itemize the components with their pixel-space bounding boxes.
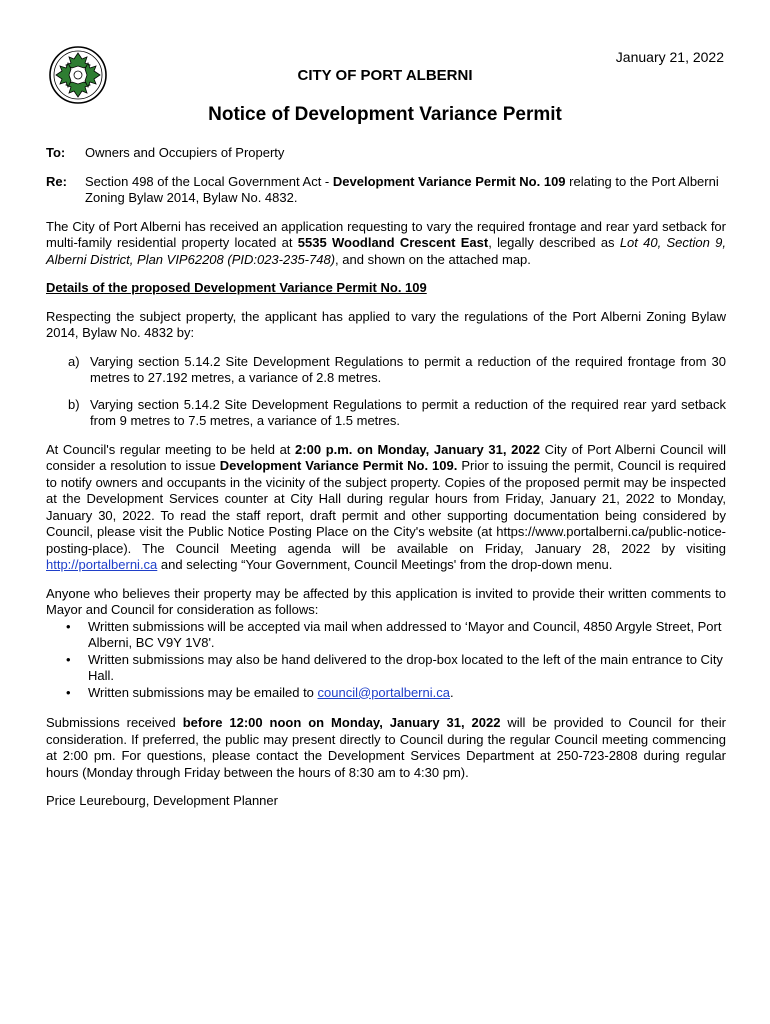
submission-list (46, 619, 726, 702)
bullet-icon: • (66, 651, 71, 667)
submissions-intro: Anyone who believes their property may be affected by this application is invited to provide their written comments to Mayor and Council for consideration as follows: (46, 585, 726, 617)
meeting-text-2: City of Port Alberni Council will consider a resolution to issue (46, 441, 726, 473)
notice-body (46, 145, 726, 810)
meeting-text-3: Prior to issuing the permit, Council is required to notify owners and occupants in the vicinity of the subject property. Copies of the proposed permit may be inspected at the Development Services counter at City Hall during regular hours from Friday, January 21, 2022 to Monday, January 30, 2022. To read the staff report, draft permit and other supporting documentation being considered by Council, please visit the Public Notice Posting Place on the City's website (at https://www.portalberni.ca/public-notice-posting-place). The Council Meeting agenda will be available on Friday, January 28, 2022 by visiting (46, 458, 726, 556)
meeting-text-4: and selecting “Your Government, Council Meetings' from the drop-down menu. (157, 557, 613, 572)
re-line (46, 174, 726, 207)
to-label: To: (46, 145, 66, 160)
variance-list (46, 354, 726, 430)
details-heading: Details of the proposed Development Variance Permit No. 109 (46, 280, 427, 295)
portalberni-link[interactable]: http://portalberni.ca (46, 557, 158, 572)
re-text (85, 174, 726, 207)
notice-date: January 21, 2022 (615, 49, 724, 65)
council-email-link[interactable]: council@portalberni.ca (317, 684, 450, 700)
closing-paragraph (46, 715, 726, 781)
page-title: Notice of Development Variance Permit (208, 104, 562, 125)
meeting-permit: Development Variance Permit No. 109. (219, 458, 458, 473)
variance-marker: b) (68, 396, 80, 412)
bullet-icon: • (66, 684, 71, 700)
bullet-icon: • (66, 618, 71, 634)
re-label: Re: (46, 173, 67, 189)
variance-marker: a) (68, 353, 80, 369)
submission-text: Written submissions may also be hand delivered to the drop-box located to the left of the main entrance to City Hall. (88, 651, 723, 683)
intro-text-3: , and shown on the attached map. (335, 251, 531, 267)
submission-item (46, 652, 726, 685)
submission-text: Written submissions will be accepted via mail when addressed to ‘Mayor and Council, 4850 Argyle Street, Port Alberni, BC V9Y 1V8'. (88, 618, 722, 650)
variance-text: Varying section 5.14.2 Site Development Regulations to permit a reduction of the required rear yard setback from 9 metres to 7.5 metres, a variance of 1.5 metres. (90, 396, 726, 428)
re-permit: Development Variance Permit No. 109 (332, 173, 566, 189)
submission-deadline: before 12:00 noon on Monday, January 31, 2022 (182, 715, 501, 730)
re-post: relating to the Port Alberni Zoning Bylaw 2014, Bylaw No. 4832. (85, 173, 719, 205)
submission-item (46, 619, 726, 652)
property-address: 5535 Woodland Crescent East (297, 235, 489, 250)
re-pre: Section 498 of the Local Government Act - (85, 173, 333, 189)
meeting-text-1: At Council's regular meeting to be held at (46, 441, 296, 457)
variance-item-a (46, 354, 726, 387)
to-line (46, 145, 726, 162)
closing-text-2: will be provided to Council for their consideration. If preferred, the public may present directly to Council during the regular Council meeting commencing at 2:00 pm. For questions, please contact the Development Services Department at 250-723-2808 during regular hours (Monday through Friday between the hours of 8:30 am to 4:30 pm). (46, 715, 726, 780)
submission-item (46, 685, 726, 702)
intro-text-1: The City of Port Alberni has received an application requesting to vary the required frontage and rear yard setback for multi-family residential property located at (46, 218, 726, 250)
intro-paragraph (46, 219, 726, 269)
email-pre: Written submissions may be emailed to (88, 684, 318, 700)
legal-description: Lot 40, Section 9, Alberni District, Plan VIP62208 (PID:023-235-748) (46, 235, 726, 267)
city-name: CITY OF PORT ALBERNI (297, 67, 473, 84)
meeting-paragraph (46, 442, 726, 574)
submission-text (88, 685, 726, 702)
respecting-paragraph: Respecting the subject property, the applicant has applied to vary the regulations of the Port Alberni Zoning Bylaw 2014, Bylaw No. 4832 by: (46, 308, 726, 340)
intro-text-2: , legally described as (488, 235, 620, 250)
variance-item-b (46, 397, 726, 430)
meeting-time: 2:00 p.m. on Monday, January 31, 2022 (295, 441, 541, 457)
to-text: Owners and Occupiers of Property (85, 145, 285, 160)
signature: Price Leurebourg, Development Planner (46, 793, 278, 808)
email-post: . (449, 684, 454, 700)
variance-text: Varying section 5.14.2 Site Development Regulations to permit a reduction of the required frontage from 30 metres to 27.192 metres, a variance of 2.8 metres. (90, 353, 726, 385)
closing-text-1: Submissions received (46, 715, 183, 730)
